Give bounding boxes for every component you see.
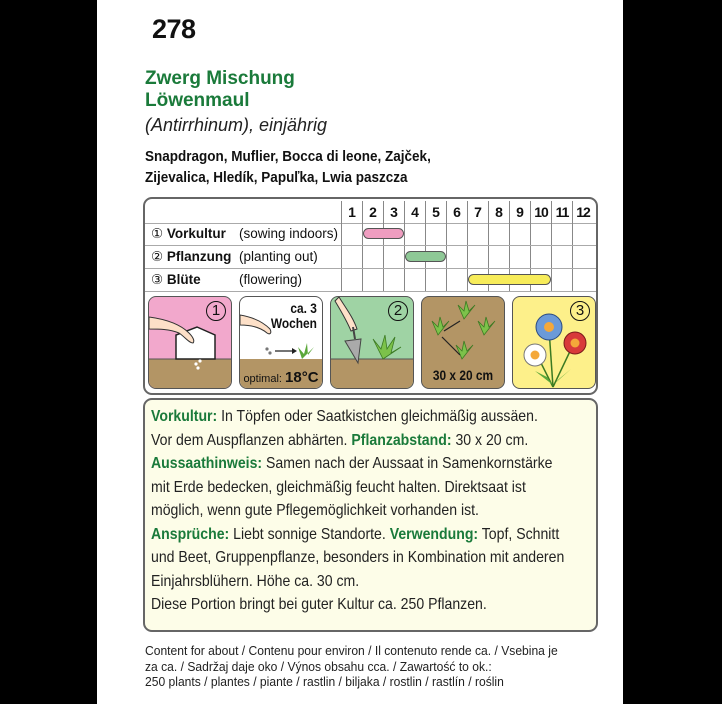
- title-variety: Zwerg Mischung: [145, 68, 295, 89]
- row-label: ② Pflanzung (planting out): [151, 249, 318, 264]
- instruction-tiles: [148, 296, 595, 390]
- month-cell: 1: [341, 201, 362, 223]
- month-cell: 5: [425, 201, 446, 223]
- row-label: ③ Blüte (flowering): [151, 272, 303, 287]
- month-cell: 9: [509, 201, 530, 223]
- footer-line1: Content for about / Contenu pour environ / Il contenuto rende ca. / Vsebina je: [145, 643, 558, 658]
- tile-flowering: [512, 296, 596, 389]
- month-cell: 6: [446, 201, 467, 223]
- sowing-calendar: [145, 199, 596, 293]
- footer-line3: 250 plants / plantes / piante / rastlin / biljaka / rostlin / rastlín / roślin: [145, 674, 504, 689]
- product-title: [145, 68, 295, 112]
- month-header-row: [145, 201, 596, 224]
- tile-spacing: [421, 296, 505, 389]
- month-cell: 3: [383, 201, 404, 223]
- month-cell: 8: [488, 201, 509, 223]
- content-footer: [145, 643, 582, 690]
- month-cell: 12: [572, 201, 593, 223]
- month-cell: 11: [551, 201, 572, 223]
- vorkultur-period-bar: [363, 228, 404, 239]
- seed-packet-page: [97, 0, 623, 704]
- calendar-row-pflanzung: [145, 246, 596, 269]
- tile-sowing: [148, 296, 232, 389]
- month-cell: 2: [362, 201, 383, 223]
- common-names: [145, 146, 613, 188]
- title-plant: Löwenmaul: [145, 90, 250, 111]
- optimal-temperature: optimal: 18°C: [243, 369, 319, 386]
- cultivation-instructions: [143, 398, 598, 632]
- pflanzung-period-bar: [405, 251, 446, 262]
- step-1-marker: 1: [206, 301, 226, 321]
- row-label: ① Vorkultur (sowing indoors): [151, 226, 339, 241]
- month-cell: 10: [530, 201, 551, 223]
- footer-line2: za ca. / Sadržaj daje oko / Výnos obsahu cca. / Zawartość to ok.:: [145, 658, 492, 674]
- bluete-period-bar: [468, 274, 551, 285]
- instruction-text: Vorkultur: In Töpfen oder Saatkistchen gleichmäßig aussäen. Vor dem Auspflanzen abhärten. Pflanzabstand: 30 x 20 cm. Aussaathinweis: Samen nach der Aussaat in Samenkornstärke mit Erde bedecken, gleichmäßig feucht halten. Direktsaat ist möglich, wenn gute Pflegemöglichkeit vorhanden ist. Ansprüche: Liebt sonnige Standorte. Verwendung: Topf, Schnitt und Beet, Gruppenpflanze, besonders in Kombination mit anderen Einjahrsblühern. Höhe ca. 30 cm. Diese Portion bringt bei guter Kultur ca. 250 Pflanzen.: [151, 408, 565, 613]
- duration-line1: ca. 3: [290, 300, 317, 316]
- step-3-marker: 3: [570, 301, 590, 321]
- common-names-line1: Snapdragon, Muflier, Bocca di leone, Zajček,: [145, 148, 431, 165]
- spacing-label: 30 x 20 cm: [432, 367, 494, 383]
- calendar-row-bluete: [145, 269, 596, 292]
- month-cell: 7: [467, 201, 488, 223]
- duration-line2: Wochen: [270, 315, 317, 331]
- calendar-row-vorkultur: [145, 223, 596, 246]
- step-2-marker: 2: [388, 301, 408, 321]
- common-names-line2: Zijevalica, Hledík, Papuľka, Lwia paszcza: [145, 169, 408, 186]
- growing-calendar-panel: [143, 197, 598, 395]
- tile-germination: [239, 296, 323, 389]
- product-number: 278: [152, 14, 196, 44]
- month-cell: 4: [404, 201, 425, 223]
- tile-planting: [330, 296, 414, 389]
- latin-name: (Antirrhinum), einjährig: [145, 115, 328, 135]
